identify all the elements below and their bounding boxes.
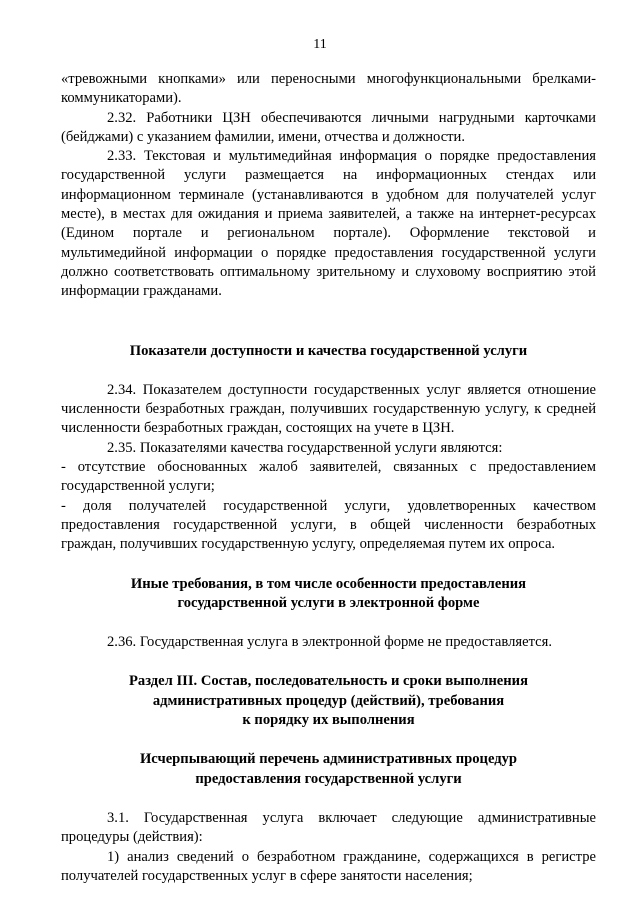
list-item-satisfied-share: - доля получателей государственной услуги, удовлетворенных качеством предоставления государственной услуги, в общей численности безработных граждан, получивших государственную услугу, определяемая путем их опроса.: [61, 497, 596, 553]
heading-procedures-line1: Исчерпывающий перечень административных процедур: [139, 751, 518, 768]
paragraph-procedure-1: 1) анализ сведений о безработном гражданине, содержащихся в регистре получателей государственных услуг в сфере занятости населения;: [61, 848, 596, 884]
heading-section-three-line1: Раздел III. Состав, последовательность и сроки выполнения: [128, 673, 528, 690]
paragraph-2-33: 2.33. Текстовая и мультимедийная информация о порядке предоставления государственной услуги размещается на информационных стендах или информационном терминале (устанавливаются в удобном для получателей услуг месте), в местах для ожидания и приема заявителей, а также на интернет-ресурсах (Едином портале и региональном портале). Оформление текстовой и мультимедийной информации о порядке предоставления государственной услуги должно соответствовать оптимальному зрительному и слуховому восприятию этой информации гражданами.: [61, 148, 596, 300]
paragraph-continuation: «тревожными кнопками» или переносными многофункциональными брелками-коммуникаторами).: [61, 71, 596, 107]
spacer: [61, 361, 596, 381]
paragraph-2-34: 2.34. Показателем доступности государственных услуг является отношение численности безработных граждан, получивших государственную услугу, к средней численности безработных граждан, состоящих на учете в ЦЗН.: [61, 381, 596, 437]
heading-section-three-line2: административных процедур (действий), требования: [152, 692, 505, 709]
heading-section-three-line3: к порядку их выполнения: [242, 712, 415, 729]
spacer: [61, 730, 596, 750]
spacer: [61, 613, 596, 633]
document-body: [61, 70, 596, 886]
spacer: [61, 555, 596, 575]
list-item-complaints: - отсутствие обоснованных жалоб заявителей, связанных с предоставлением государственной услуги;: [61, 459, 596, 495]
heading-indicators: Показатели доступности и качества государственной услуги: [129, 342, 528, 359]
heading-procedures-line2: предоставления государственной услуги: [195, 770, 462, 787]
paragraph-2-32: 2.32. Работники ЦЗН обеспечиваются личными нагрудными карточками (бейджами) с указанием фамилии, имени, отчества и должности.: [61, 109, 596, 145]
paragraph-2-35: 2.35. Показателями качества государственной услуги являются:: [107, 439, 503, 456]
heading-electronic-line2: государственной услуги в электронной форме: [177, 594, 480, 611]
paragraph-2-36: 2.36. Государственная услуга в электронной форме не предоставляется.: [107, 634, 552, 651]
paragraph-3-1: 3.1. Государственная услуга включает следующие административные процедуры (действия):: [61, 809, 596, 846]
heading-electronic-line1: Иные требования, в том числе особенности предоставления: [130, 575, 527, 592]
page-number: 11: [313, 37, 327, 52]
spacer: [61, 302, 596, 342]
spacer: [61, 652, 596, 672]
spacer: [61, 789, 596, 809]
